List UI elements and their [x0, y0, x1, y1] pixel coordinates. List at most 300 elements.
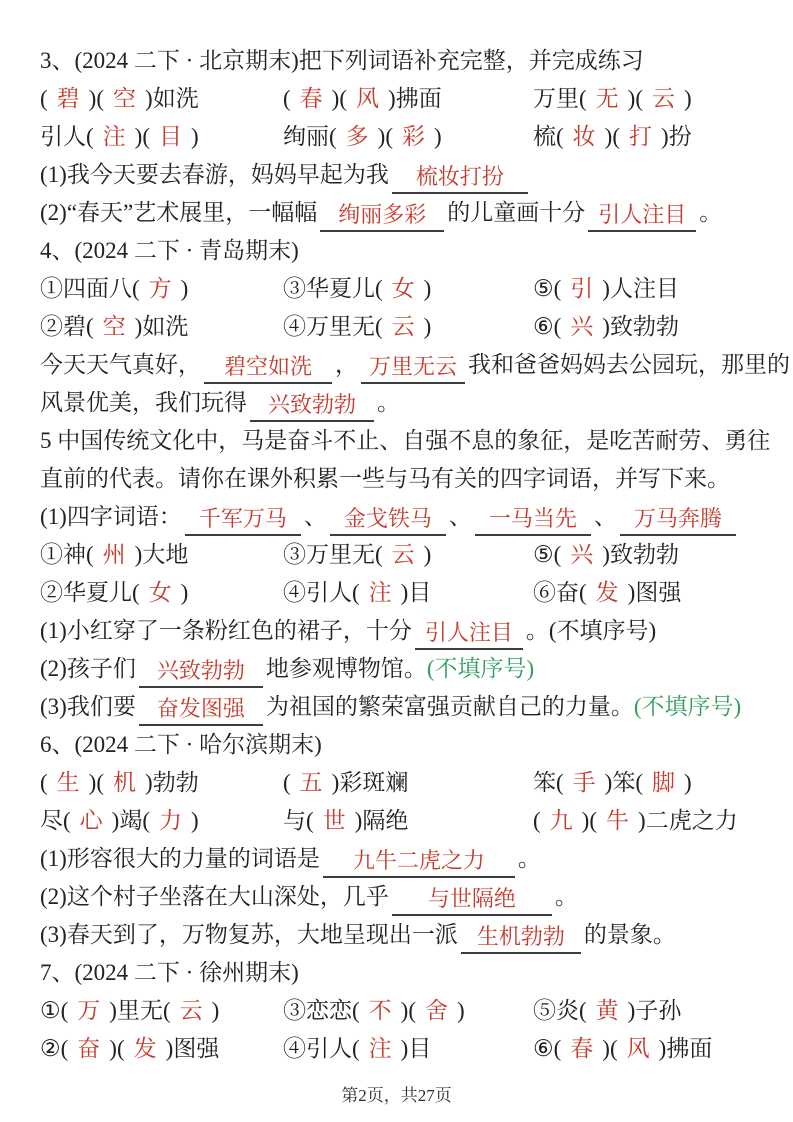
close-paren: )	[457, 998, 465, 1023]
text-segment: 绚丽	[283, 124, 329, 149]
answer-char: 脚	[652, 770, 676, 795]
word-cell	[40, 802, 283, 840]
paren-answer	[556, 770, 612, 795]
close-paren: )	[134, 542, 143, 567]
open-paren: (	[635, 770, 644, 795]
text-segment: ②	[40, 1036, 61, 1061]
text-segment: (2)这个村子坐落在大山深处，几乎	[40, 884, 389, 909]
open-paren: (	[553, 542, 562, 567]
text-segment: 拂面	[395, 86, 442, 111]
text-segment: 扮	[668, 124, 692, 149]
answer-blank	[392, 882, 552, 916]
word-cell	[283, 992, 533, 1030]
text-segment: ⑥奋	[533, 580, 579, 605]
paren-answer	[554, 1036, 610, 1061]
answer-blank	[461, 920, 581, 954]
paren-answer	[352, 1036, 408, 1061]
open-paren: (	[385, 124, 394, 149]
close-paren: )	[180, 276, 189, 301]
answer-char: 机	[113, 770, 137, 795]
text-segment: 为祖国的繁荣富强贡献自己的力量。	[265, 694, 634, 719]
text-segment: ，	[335, 352, 359, 377]
text-segment: 。(不填序号)	[525, 618, 657, 643]
green-note: (不填序号)	[633, 694, 742, 719]
text-segment: 地参观博物馆。	[265, 656, 427, 681]
answer-char: 云	[179, 998, 203, 1023]
answer-char: 无	[595, 86, 619, 111]
answer-blank	[323, 844, 515, 878]
word-grid-row	[40, 802, 755, 840]
text-segment: ①	[40, 998, 61, 1023]
text-segment: 。	[554, 884, 578, 909]
text-segment: 7、(2024 二下 · 徐州期末)	[40, 960, 299, 985]
answer-blank	[392, 160, 528, 194]
text-segment: 。	[699, 200, 723, 225]
text-line	[40, 916, 755, 954]
text-segment: 目	[408, 1036, 432, 1061]
open-paren: (	[635, 86, 644, 111]
answer-char: 兴	[570, 314, 594, 339]
text-segment: ⑤	[533, 276, 554, 301]
word-cell	[40, 574, 283, 612]
blank-answer-text: 引人注目	[598, 202, 687, 227]
open-paren: (	[96, 86, 105, 111]
word-cell	[40, 80, 283, 118]
answer-char: 碧	[56, 86, 80, 111]
close-paren: )	[400, 580, 409, 605]
word-grid-row	[40, 1030, 755, 1068]
open-paren: (	[40, 86, 48, 111]
text-segment: 万里	[533, 86, 579, 111]
open-paren: (	[612, 124, 621, 149]
close-paren: )	[602, 542, 610, 567]
text-segment: 、	[448, 504, 472, 529]
open-paren: (	[553, 276, 562, 301]
blank-answer-text: 碧空如洗	[224, 354, 313, 379]
paren-answer	[283, 770, 339, 795]
open-paren: (	[375, 542, 383, 567]
open-paren: (	[579, 998, 587, 1023]
word-cell	[283, 118, 533, 156]
close-paren: )	[604, 770, 613, 795]
answer-blank	[475, 502, 591, 536]
close-paren: )	[400, 998, 409, 1023]
open-paren: (	[63, 808, 71, 833]
paren-answer	[61, 998, 117, 1023]
close-paren: )	[331, 770, 340, 795]
close-paren: )	[627, 998, 636, 1023]
answer-char: 空	[102, 314, 126, 339]
open-paren: (	[352, 1036, 360, 1061]
open-paren: (	[408, 998, 417, 1023]
text-line	[40, 612, 755, 650]
text-segment: ⑥	[533, 1036, 554, 1061]
text-segment: 直前的代表。请你在课外积累一些与马有关的四字词语，并写下来。	[40, 466, 730, 491]
blank-answer-text: 万里无云	[369, 354, 458, 379]
paren-answer	[612, 124, 668, 149]
text-line	[40, 384, 755, 422]
open-paren: (	[553, 1036, 562, 1061]
answer-char: 发	[133, 1036, 157, 1061]
text-line	[40, 422, 771, 460]
answer-char: 云	[391, 542, 415, 567]
paren-answer	[96, 86, 152, 111]
close-paren: )	[134, 124, 143, 149]
blank-answer-text: 九牛二虎之力	[352, 848, 485, 873]
blank-answer-text: 引人注目	[424, 620, 513, 645]
word-cell	[40, 308, 283, 346]
open-paren: (	[556, 124, 564, 149]
text-segment: 4、(2024 二下 · 青岛期末)	[40, 238, 299, 263]
close-paren: )	[604, 124, 613, 149]
paren-answer	[40, 770, 96, 795]
answer-char: 注	[368, 580, 392, 605]
paren-answer	[579, 86, 635, 111]
answer-char: 打	[629, 124, 653, 149]
answer-char: 妆	[572, 124, 596, 149]
word-cell	[533, 1030, 755, 1068]
word-cell	[533, 802, 755, 840]
paren-answer	[579, 998, 635, 1023]
paren-answer	[556, 124, 612, 149]
blank-answer-text: 生机勃勃	[476, 924, 565, 949]
word-grid-row	[40, 992, 755, 1030]
page-number-text: 第2页，共27页	[341, 1086, 452, 1105]
paren-answer	[352, 998, 408, 1023]
paren-answer	[63, 808, 119, 833]
text-segment: 如洗	[142, 314, 189, 339]
answer-char: 力	[159, 808, 183, 833]
text-line	[40, 498, 755, 536]
page-footer	[0, 1081, 793, 1106]
answer-blank	[361, 350, 465, 384]
answer-blank	[139, 654, 263, 688]
close-paren: )	[423, 314, 432, 339]
open-paren: (	[86, 542, 94, 567]
text-line	[40, 954, 755, 992]
answer-char: 注	[102, 124, 126, 149]
paren-answer	[163, 998, 219, 1023]
close-paren: )	[180, 580, 189, 605]
blank-answer-text: 奋发图强	[156, 696, 245, 721]
text-segment: 今天天气真好，	[40, 352, 201, 377]
text-segment: (3)我们要	[40, 694, 136, 719]
paren-answer	[635, 770, 691, 795]
word-cell	[40, 118, 283, 156]
close-paren: )	[684, 770, 692, 795]
paren-answer	[117, 1036, 173, 1061]
word-cell	[533, 80, 755, 118]
text-segment: ⑤	[533, 542, 554, 567]
text-segment: 拂面	[666, 1036, 713, 1061]
text-segment: 二虎之力	[645, 808, 738, 833]
open-paren: (	[162, 998, 171, 1023]
open-paren: (	[553, 314, 562, 339]
open-paren: (	[96, 770, 105, 795]
paren-answer	[132, 276, 188, 301]
open-paren: (	[142, 808, 151, 833]
answer-blank	[588, 198, 696, 232]
answer-char: 彩	[402, 124, 426, 149]
open-paren: (	[352, 580, 360, 605]
text-segment: (1)形容很大的力量的词语是	[40, 846, 320, 871]
text-segment: 目	[408, 580, 432, 605]
close-paren: )	[354, 808, 363, 833]
word-cell	[283, 308, 533, 346]
close-paren: )	[111, 808, 120, 833]
open-paren: (	[589, 808, 598, 833]
word-cell	[40, 764, 283, 802]
blank-answer-text: 与世隔绝	[427, 886, 516, 911]
text-segment: 尽	[40, 808, 63, 833]
paren-answer	[589, 808, 645, 833]
text-segment: 致勃勃	[609, 542, 679, 567]
answer-char: 女	[148, 580, 172, 605]
text-segment: 6、(2024 二下 · 哈尔滨期末)	[40, 732, 322, 757]
text-segment: 3、(2024 二下 · 北京期末)把下列词语补充完整，并完成练习	[40, 48, 644, 73]
word-cell	[283, 1030, 533, 1068]
text-segment: 竭	[119, 808, 143, 833]
text-line	[40, 232, 755, 270]
close-paren: )	[211, 998, 220, 1023]
word-cell	[40, 536, 283, 574]
paren-answer	[385, 124, 441, 149]
close-paren: )	[377, 124, 386, 149]
text-segment: 笨	[533, 770, 556, 795]
paren-answer	[339, 86, 395, 111]
text-segment: ④万里无	[283, 314, 375, 339]
text-line	[40, 460, 755, 498]
text-line	[40, 726, 755, 764]
close-paren: )	[388, 86, 396, 111]
open-paren: (	[132, 276, 140, 301]
close-paren: )	[109, 998, 117, 1023]
open-paren: (	[579, 86, 587, 111]
close-paren: )	[627, 86, 636, 111]
text-segment: 。	[377, 390, 401, 415]
word-cell	[40, 1030, 283, 1068]
close-paren: )	[331, 86, 340, 111]
text-segment: ①神	[40, 542, 86, 567]
paren-answer	[61, 1036, 117, 1061]
blank-answer-text: 兴致勃勃	[268, 392, 357, 417]
paren-answer	[554, 276, 610, 301]
open-paren: (	[533, 808, 541, 833]
blank-answer-text: 绚丽多彩	[338, 202, 427, 227]
text-segment: 大地	[142, 542, 189, 567]
open-paren: (	[132, 580, 140, 605]
word-cell	[40, 992, 283, 1030]
word-grid-row	[40, 118, 755, 156]
word-cell	[533, 308, 755, 346]
answer-blank	[415, 616, 523, 650]
text-line	[40, 346, 791, 384]
text-segment: 与	[283, 808, 306, 833]
word-cell	[283, 536, 533, 574]
text-segment: 风景优美，我们玩得	[40, 390, 247, 415]
text-segment: 的儿童画十分	[447, 200, 586, 225]
word-cell	[40, 270, 283, 308]
open-paren: (	[116, 1036, 125, 1061]
open-paren: (	[283, 86, 291, 111]
word-cell	[283, 764, 533, 802]
close-paren: )	[658, 1036, 667, 1061]
open-paren: (	[306, 808, 314, 833]
text-segment: 。	[517, 846, 541, 871]
answer-char: 春	[299, 86, 323, 111]
blank-answer-text: 万马奔腾	[633, 506, 722, 531]
answer-char: 女	[391, 276, 415, 301]
close-paren: )	[88, 770, 97, 795]
text-segment: 勃勃	[152, 770, 199, 795]
paren-answer	[375, 276, 431, 301]
answer-char: 牛	[606, 808, 630, 833]
word-cell	[533, 574, 755, 612]
text-segment: 5 中国传统文化中，马是奋斗不止、自强不息的象征，是吃苦耐劳、勇往	[40, 428, 771, 453]
answer-char: 世	[322, 808, 346, 833]
close-paren: )	[191, 124, 199, 149]
close-paren: )	[134, 314, 143, 339]
word-grid-row	[40, 270, 755, 308]
word-cell	[533, 764, 755, 802]
text-segment: 如洗	[152, 86, 199, 111]
answer-char: 方	[148, 276, 172, 301]
word-grid-row	[40, 574, 755, 612]
text-segment: ①四面八	[40, 276, 132, 301]
close-paren: )	[638, 808, 646, 833]
text-segment: ⑥	[533, 314, 554, 339]
answer-char: 风	[356, 86, 380, 111]
close-paren: )	[602, 1036, 610, 1061]
close-paren: )	[191, 808, 199, 833]
open-paren: (	[579, 580, 587, 605]
paren-answer	[635, 86, 691, 111]
word-cell	[283, 802, 533, 840]
open-paren: (	[609, 1036, 618, 1061]
answer-char: 生	[56, 770, 80, 795]
answer-char: 九	[549, 808, 573, 833]
answer-char: 奋	[77, 1036, 101, 1061]
text-segment: 引人	[40, 124, 86, 149]
paren-answer	[86, 314, 142, 339]
text-segment: ②华夏儿	[40, 580, 132, 605]
text-segment: 我和爸爸妈妈去公园玩，那里的	[468, 352, 791, 377]
text-segment: (2)孩子们	[40, 656, 136, 681]
answer-char: 五	[299, 770, 323, 795]
green-note: (不填序号)	[426, 656, 535, 681]
text-line	[40, 878, 755, 916]
paren-answer	[375, 314, 431, 339]
text-segment: (2)“春天”艺术展里，一幅幅	[40, 200, 318, 225]
text-segment: ③恋恋	[283, 998, 352, 1023]
word-grid-row	[40, 536, 755, 574]
word-grid-row	[40, 308, 755, 346]
answer-blank	[320, 198, 444, 232]
open-paren: (	[339, 86, 348, 111]
close-paren: )	[400, 1036, 409, 1061]
paren-answer	[86, 542, 142, 567]
blank-answer-text: 千军万马	[198, 506, 287, 531]
text-segment: 、	[303, 504, 327, 529]
paren-answer	[142, 808, 198, 833]
text-segment: 人注目	[609, 276, 679, 301]
word-cell	[533, 270, 755, 308]
word-cell	[283, 574, 533, 612]
close-paren: )	[145, 86, 153, 111]
word-cell	[533, 536, 755, 574]
paren-answer	[533, 808, 589, 833]
close-paren: )	[602, 276, 610, 301]
text-segment: 里无	[116, 998, 163, 1023]
close-paren: )	[581, 808, 590, 833]
open-paren: (	[329, 124, 337, 149]
open-paren: (	[86, 314, 94, 339]
text-segment: 致勃勃	[609, 314, 679, 339]
text-line	[40, 688, 755, 726]
paren-answer	[579, 580, 635, 605]
text-segment: 梳	[533, 124, 556, 149]
blank-answer-text: 一马当先	[488, 506, 577, 531]
blank-answer-text: 梳妆打扮	[415, 164, 504, 189]
close-paren: )	[88, 86, 97, 111]
paren-answer	[40, 86, 96, 111]
answer-char: 兴	[570, 542, 594, 567]
text-segment: (1)四字词语：	[40, 504, 182, 529]
close-paren: )	[165, 1036, 174, 1061]
word-cell	[533, 992, 755, 1030]
answer-char: 注	[368, 1036, 392, 1061]
close-paren: )	[145, 770, 153, 795]
paren-answer	[306, 808, 362, 833]
open-paren: (	[375, 314, 383, 339]
close-paren: )	[684, 86, 692, 111]
close-paren: )	[627, 580, 636, 605]
text-segment: 的景象。	[583, 922, 676, 947]
close-paren: )	[434, 124, 442, 149]
paren-answer	[554, 542, 610, 567]
text-segment: 彩斑斓	[339, 770, 409, 795]
word-cell	[283, 270, 533, 308]
answer-char: 万	[77, 998, 101, 1023]
answer-char: 春	[570, 1036, 594, 1061]
answer-blank	[204, 350, 332, 384]
answer-char: 云	[652, 86, 676, 111]
text-segment: (3)春天到了，万物复苏，大地呈现出一派	[40, 922, 458, 947]
paren-answer	[554, 314, 610, 339]
answer-char: 州	[102, 542, 126, 567]
answer-char: 目	[159, 124, 183, 149]
paren-answer	[96, 770, 152, 795]
answer-char: 发	[595, 580, 619, 605]
text-segment: ⑤炎	[533, 998, 579, 1023]
text-line	[40, 840, 755, 878]
answer-char: 空	[113, 86, 137, 111]
answer-blank	[620, 502, 736, 536]
paren-answer	[352, 580, 408, 605]
close-paren: )	[423, 542, 432, 567]
word-grid-row	[40, 764, 755, 802]
open-paren: (	[40, 770, 48, 795]
open-paren: (	[375, 276, 383, 301]
text-segment: 隔绝	[362, 808, 409, 833]
open-paren: (	[86, 124, 94, 149]
answer-char: 心	[79, 808, 103, 833]
answer-blank	[185, 502, 301, 536]
text-segment: 笨	[612, 770, 636, 795]
paren-answer	[375, 542, 431, 567]
text-line	[40, 194, 755, 232]
answer-char: 多	[345, 124, 369, 149]
